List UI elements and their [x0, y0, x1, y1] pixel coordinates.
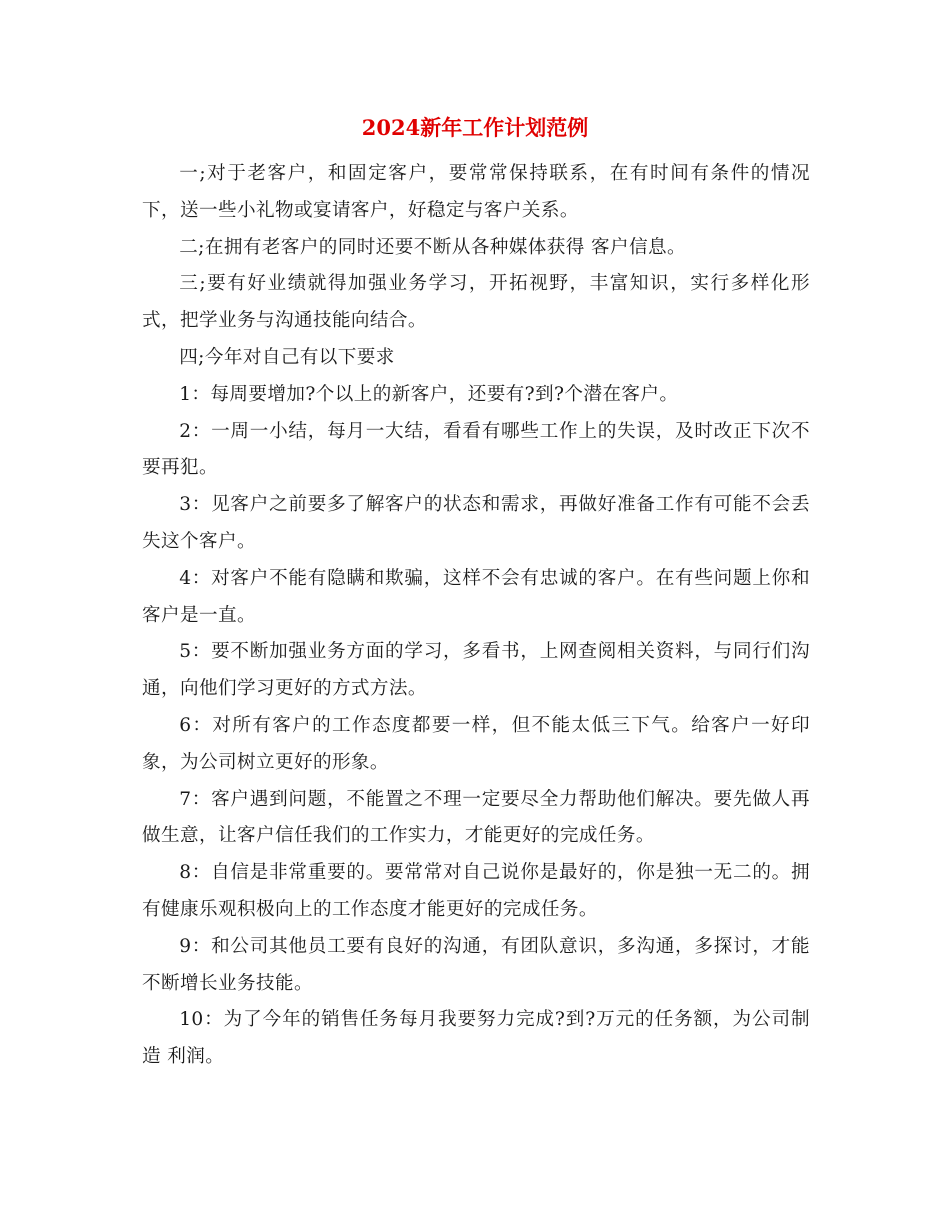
paragraph-4: 四;今年对自己有以下要求 — [179, 346, 395, 368]
list-item-8: 8：自信是非常重要的。要常常对自己说你是最好的，你是独一无二的。拥有健康乐观积极向上的工作态度才能更好的完成任务。 — [142, 862, 810, 920]
list-item-6: 6：对所有客户的工作态度都要一样，但不能太低三下气。给客户一好印象，为公司树立更好的形象。 — [142, 714, 810, 773]
document-body — [142, 156, 810, 1076]
list-item-10: 10：为了今年的销售任务每月我要努力完成?到?万元的任务额，为公司制造 利润。 — [142, 1009, 810, 1068]
list-item-3: 3：见客户之前要多了解客户的状态和需求，再做好准备工作有可能不会丢失这个客户。 — [142, 494, 810, 552]
list-item-2: 2：一周一小结，每月一大结，看看有哪些工作上的失误，及时改正下次不要再犯。 — [142, 420, 810, 479]
list-item-5: 5：要不断加强业务方面的学习，多看书，上网查阅相关资料，与同行们沟通，向他们学习更好的方式方法。 — [142, 641, 810, 700]
list-item-9: 9：和公司其他员工要有良好的沟通，有团队意识，多沟通，多探讨，才能不断增长业务技能。 — [142, 935, 810, 994]
list-item-1: 1：每周要增加?个以上的新客户，还要有?到?个潜在客户。 — [179, 383, 679, 405]
paragraph-2: 二;在拥有老客户的同时还要不断从各种媒体获得 客户信息。 — [179, 236, 687, 258]
list-item-7: 7：客户遇到问题，不能置之不理一定要尽全力帮助他们解决。要先做人再做生意，让客户信任我们的工作实力，才能更好的完成任务。 — [142, 788, 810, 847]
list-item-4: 4：对客户不能有隐瞒和欺骗，这样不会有忠诚的客户。在有些问题上你和客户是一直。 — [142, 567, 810, 626]
paragraph-3: 三;要有好业绩就得加强业务学习，开拓视野，丰富知识，实行多样化形式，把学业务与沟通技能向结合。 — [142, 273, 810, 332]
document-title: 2024新年工作计划范例 — [361, 115, 589, 140]
paragraph-1: 一;对于老客户，和固定客户，要常常保持联系，在有时间有条件的情况下，送一些小礼物或宴请客户，好稳定与客户关系。 — [142, 163, 810, 221]
